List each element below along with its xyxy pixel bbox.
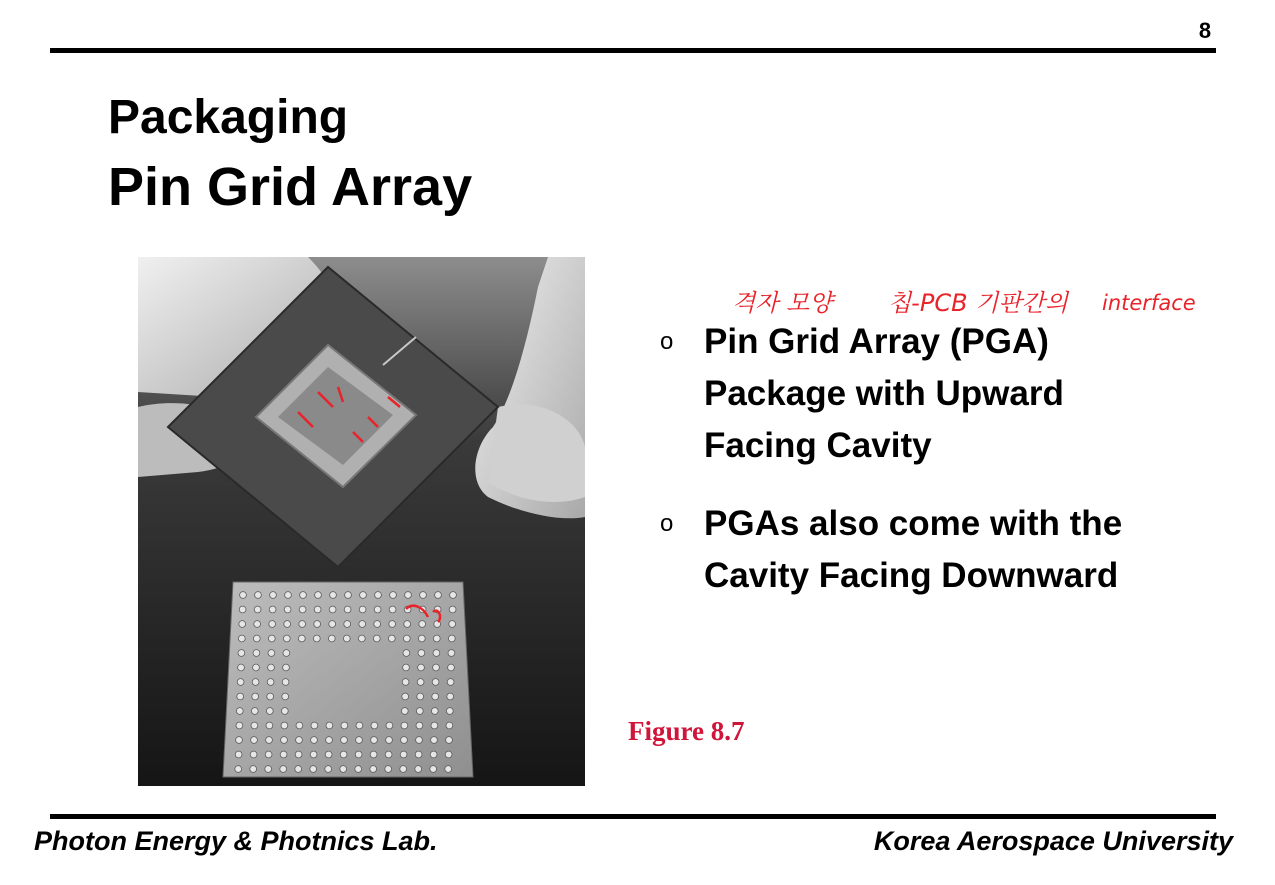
bullet-list: [660, 316, 1140, 628]
pga-pin: [431, 708, 438, 715]
pga-pin: [449, 606, 456, 613]
pga-pin: [340, 751, 347, 758]
pga-pin: [296, 722, 303, 729]
pga-pin: [389, 606, 396, 613]
pga-pin: [418, 635, 425, 642]
pga-pin: [418, 664, 425, 671]
pga-pin: [385, 766, 392, 773]
pga-pin: [329, 606, 336, 613]
pga-pin: [374, 606, 381, 613]
pga-pin: [450, 592, 457, 599]
pga-pin: [431, 737, 438, 744]
pga-pin: [253, 650, 260, 657]
pga-pin: [252, 679, 259, 686]
pga-pin: [433, 664, 440, 671]
figure-label: Figure 8.7: [628, 716, 745, 746]
pga-pin: [433, 635, 440, 642]
pga-pin: [433, 650, 440, 657]
pga-pin: [401, 722, 408, 729]
pga-pin: [401, 737, 408, 744]
pga-pin: [285, 592, 292, 599]
pga-pin: [370, 766, 377, 773]
pga-pin: [386, 722, 393, 729]
footer-lab-name: Photon Energy & Photnics Lab.: [34, 826, 438, 856]
pga-pin: [313, 635, 320, 642]
pga-pin: [420, 592, 427, 599]
footer-university: Korea Aerospace University: [873, 826, 1233, 856]
pga-pin: [359, 621, 366, 628]
pga-pin: [235, 751, 242, 758]
pga-pin: [310, 766, 317, 773]
pga-pin: [236, 708, 243, 715]
pga-pin: [386, 737, 393, 744]
pga-pin: [282, 693, 289, 700]
pga-pin: [268, 664, 275, 671]
pga-pin: [448, 664, 455, 671]
pga-pin: [240, 592, 247, 599]
pga-pin: [281, 722, 288, 729]
pga-pin: [371, 737, 378, 744]
bullet-text: PGAs also come with the Cavity Facing Downward: [704, 504, 1123, 595]
pga-pin: [314, 606, 321, 613]
pga-pin: [239, 621, 246, 628]
pga-pin: [251, 722, 258, 729]
pga-pin: [265, 766, 272, 773]
bullet-marker: o: [660, 510, 674, 537]
pga-pin: [265, 751, 272, 758]
bullet-item: [660, 316, 1140, 472]
pga-pin: [344, 621, 351, 628]
pga-pin: [447, 693, 454, 700]
pga-pin: [431, 722, 438, 729]
pga-pin: [266, 708, 273, 715]
pga-pin: [250, 766, 257, 773]
pga-pin: [238, 650, 245, 657]
pga-pin: [446, 722, 453, 729]
pga-pin: [236, 737, 243, 744]
pga-pin: [389, 621, 396, 628]
pga-pin: [299, 621, 306, 628]
pga-pin: [325, 751, 332, 758]
pga-pin: [311, 722, 318, 729]
pga-pin: [281, 708, 288, 715]
pga-pin: [311, 737, 318, 744]
pga-pin: [315, 592, 322, 599]
pga-pin: [403, 635, 410, 642]
pga-pin: [235, 766, 242, 773]
pga-pin: [326, 737, 333, 744]
pga-pin: [268, 635, 275, 642]
pga-pin: [239, 606, 246, 613]
pga-pin: [416, 708, 423, 715]
pga-pin: [446, 708, 453, 715]
pga-pin: [283, 664, 290, 671]
pga-pin: [329, 621, 336, 628]
pga-pin: [330, 592, 337, 599]
pga-pin: [345, 592, 352, 599]
bullet-marker: o: [660, 328, 674, 355]
pga-pin: [430, 766, 437, 773]
pga-pin: [296, 737, 303, 744]
pga-pin: [269, 606, 276, 613]
pga-pin: [449, 621, 456, 628]
pga-pin: [445, 751, 452, 758]
pga-pin: [238, 664, 245, 671]
pga-pin: [343, 635, 350, 642]
pga-pin: [280, 751, 287, 758]
pga-pin: [253, 635, 260, 642]
pga-pin: [446, 737, 453, 744]
pga-pin: [432, 693, 439, 700]
pga-pin: [310, 751, 317, 758]
slide-title-line2: Pin Grid Array: [108, 157, 473, 217]
pga-pin: [445, 766, 452, 773]
pga-pin: [344, 606, 351, 613]
pga-pin: [254, 606, 261, 613]
pga-pin: [282, 679, 289, 686]
pga-pin: [417, 693, 424, 700]
pga-pin: [325, 766, 332, 773]
pga-pin: [328, 635, 335, 642]
pga-pin: [238, 635, 245, 642]
pga-pin: [251, 708, 258, 715]
pga-pin: [253, 664, 260, 671]
pga-pin: [237, 679, 244, 686]
top-rule: [50, 48, 1216, 53]
pga-pin: [390, 592, 397, 599]
pga-pin: [415, 751, 422, 758]
pga-pin: [340, 766, 347, 773]
pga-pin: [252, 693, 259, 700]
pga-pin: [415, 766, 422, 773]
pga-pin: [370, 751, 377, 758]
pga-pin: [266, 722, 273, 729]
pga-pin: [430, 751, 437, 758]
pga-pin: [447, 679, 454, 686]
pga-pin: [266, 737, 273, 744]
pga-pin: [236, 722, 243, 729]
pga-pin: [255, 592, 262, 599]
pga-pin: [284, 606, 291, 613]
pga-pin: [314, 621, 321, 628]
pga-pin: [341, 737, 348, 744]
slide-title-line1: Packaging: [108, 91, 349, 144]
pga-pin: [295, 766, 302, 773]
pga-pin: [373, 635, 380, 642]
pga-pin: [299, 606, 306, 613]
pga-pin: [280, 766, 287, 773]
pga-pin: [401, 708, 408, 715]
pga-pin: [448, 635, 455, 642]
pga-pin: [400, 766, 407, 773]
pga-pin: [403, 650, 410, 657]
pga-pin: [403, 664, 410, 671]
pga-pin: [359, 606, 366, 613]
pga-pin: [355, 751, 362, 758]
pga-pin: [360, 592, 367, 599]
annotation-interface: interface: [1102, 291, 1196, 315]
pga-pin: [371, 722, 378, 729]
bullet-text: Pin Grid Array (PGA) Package with Upward Facing Cavity: [704, 322, 1064, 465]
pga-pin: [356, 722, 363, 729]
page-number: 8: [1198, 18, 1212, 43]
pga-pin: [432, 679, 439, 686]
pga-pin: [267, 693, 274, 700]
pga-pin: [405, 592, 412, 599]
pga-pin: [388, 635, 395, 642]
pga-pin: [448, 650, 455, 657]
pga-pin: [281, 737, 288, 744]
pga-pin: [250, 751, 257, 758]
pga-pin: [341, 722, 348, 729]
pga-pin: [269, 621, 276, 628]
pga-pin: [237, 693, 244, 700]
pga-pin: [268, 650, 275, 657]
bullet-item: [660, 498, 1140, 602]
pga-pin: [402, 679, 409, 686]
pga-pin: [417, 679, 424, 686]
pga-pin: [385, 751, 392, 758]
pga-pin: [300, 592, 307, 599]
annotation-chip-pcb: 칩-PCB 기판간의: [888, 289, 1068, 317]
pga-package-photo: [138, 257, 585, 786]
pga-pin: [355, 766, 362, 773]
pga-pin: [435, 592, 442, 599]
pga-pin: [404, 621, 411, 628]
pga-pin: [419, 621, 426, 628]
pga-pin: [295, 751, 302, 758]
pga-pin: [298, 635, 305, 642]
pga-pin: [374, 621, 381, 628]
pga-pin: [254, 621, 261, 628]
pga-pin: [418, 650, 425, 657]
pga-pin: [402, 693, 409, 700]
pga-pin: [270, 592, 277, 599]
pga-pin: [356, 737, 363, 744]
annotation-grid-shape: 격자 모양: [732, 289, 833, 317]
pga-pin: [375, 592, 382, 599]
pga-pin: [400, 751, 407, 758]
pga-pin: [326, 722, 333, 729]
pga-pin: [416, 722, 423, 729]
pga-pin: [358, 635, 365, 642]
pga-pin: [283, 635, 290, 642]
pga-pin: [283, 650, 290, 657]
pga-pin: [267, 679, 274, 686]
pga-pin: [416, 737, 423, 744]
bottom-rule: [50, 814, 1216, 819]
pga-pin: [251, 737, 258, 744]
pga-pin: [284, 621, 291, 628]
